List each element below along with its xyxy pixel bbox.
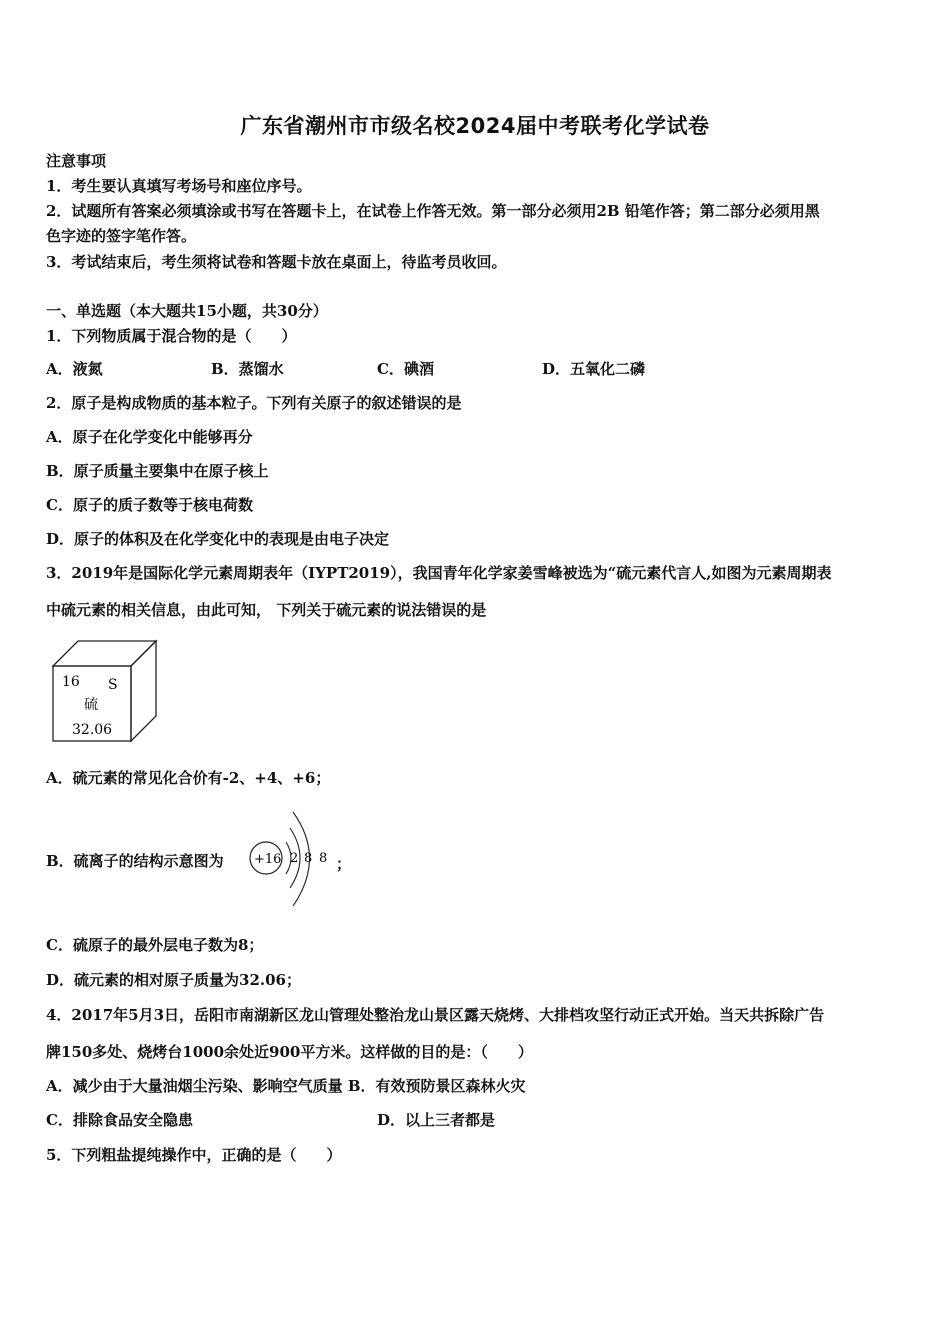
- q1-option-b: B．蒸馏水: [211, 360, 284, 378]
- q4-stem-line-1: 4．2017年5月3日，岳阳市南湖新区龙山管理处整治龙山景区露天烧烤、大排档攻坚行动正式开始。当天共拆除广告: [46, 1006, 825, 1024]
- element-symbol: S: [108, 677, 118, 693]
- q1-option-d: D．五氧化二磷: [542, 360, 646, 378]
- q3-option-c: C．硫原子的最外层电子数为8；: [46, 936, 264, 954]
- shell-electrons-2: 8: [304, 851, 313, 866]
- page-title: 广东省潮州市市级名校2024届中考联考化学试卷: [240, 114, 710, 138]
- q3-option-b-semicolon: ；: [336, 855, 352, 873]
- q3-stem-line-2: 中硫元素的相关信息，由此可知， 下列关于硫元素的说法错误的是: [46, 601, 487, 619]
- section-heading: 一、单选题（本大题共15小题，共30分）: [46, 302, 328, 320]
- q2-option-a: A．原子在化学变化中能够再分: [46, 428, 253, 446]
- q4-option-d: D．以上三者都是: [377, 1111, 496, 1129]
- shell-electrons-3: 8: [319, 851, 328, 866]
- notice-item-2-cont: 色字迹的签字笔作答。: [46, 227, 197, 245]
- notice-item-2: 2．试题所有答案必须填涂或书写在答题卡上，在试卷上作答无效。第一部分必须用2B 铅笔作答；第二部分必须用黑: [46, 202, 820, 220]
- notice-heading: 注意事项: [46, 152, 107, 170]
- q1-stem: 1．下列物质属于混合物的是（ ）: [46, 327, 297, 345]
- cube-top-face: [53, 641, 156, 666]
- element-atomic-number: 16: [62, 674, 80, 690]
- q3-option-d: D．硫元素的相对原子质量为32.06；: [46, 971, 301, 989]
- cube-side-face: [131, 641, 156, 741]
- q2-stem: 2．原子是构成物质的基本粒子。下列有关原子的叙述错误的是: [46, 394, 462, 412]
- notice-item-1: 1．考生要认真填写考场号和座位序号。: [46, 177, 312, 195]
- shell-electrons-1: 2: [290, 851, 299, 866]
- q2-option-d: D．原子的体积及在化学变化中的表现是由电子决定: [46, 530, 390, 548]
- q1-option-a: A．液氮: [46, 360, 103, 378]
- q3-option-b: B．硫离子的结构示意图为: [46, 852, 224, 870]
- q4-option-c: C．排除食品安全隐患: [46, 1111, 193, 1129]
- q4-stem-line-2: 牌150多处、烧烤台1000余处近900平方米。这样做的目的是：（ ）: [46, 1043, 533, 1061]
- notice-item-3: 3．考试结束后，考生须将试卷和答题卡放在桌面上，待监考员收回。: [46, 253, 507, 271]
- q1-option-c: C．碘酒: [377, 360, 434, 378]
- nucleus-charge: +16: [254, 852, 282, 867]
- element-atomic-mass: 32.06: [72, 722, 113, 738]
- sulfur-ion-structure-diagram: [246, 802, 332, 916]
- q5-stem: 5．下列粗盐提纯操作中，正确的是（ ）: [46, 1146, 342, 1164]
- q3-stem-line-1: 3．2019年是国际化学元素周期表年（IYPT2019），我国青年化学家姜雪峰被选为“硫元素代言人,如图为元素周期表: [46, 564, 832, 582]
- sulfur-element-cell-figure: [50, 638, 160, 744]
- q2-option-c: C．原子的质子数等于核电荷数: [46, 496, 253, 514]
- element-name: 硫: [84, 697, 98, 713]
- q3-option-a: A．硫元素的常见化合价有-2、+4、+6；: [46, 769, 331, 787]
- q2-option-b: B．原子质量主要集中在原子核上: [46, 462, 269, 480]
- q4-option-a-b: A．减少由于大量油烟尘污染、影响空气质量 B．有效预防景区森林火灾: [46, 1077, 526, 1095]
